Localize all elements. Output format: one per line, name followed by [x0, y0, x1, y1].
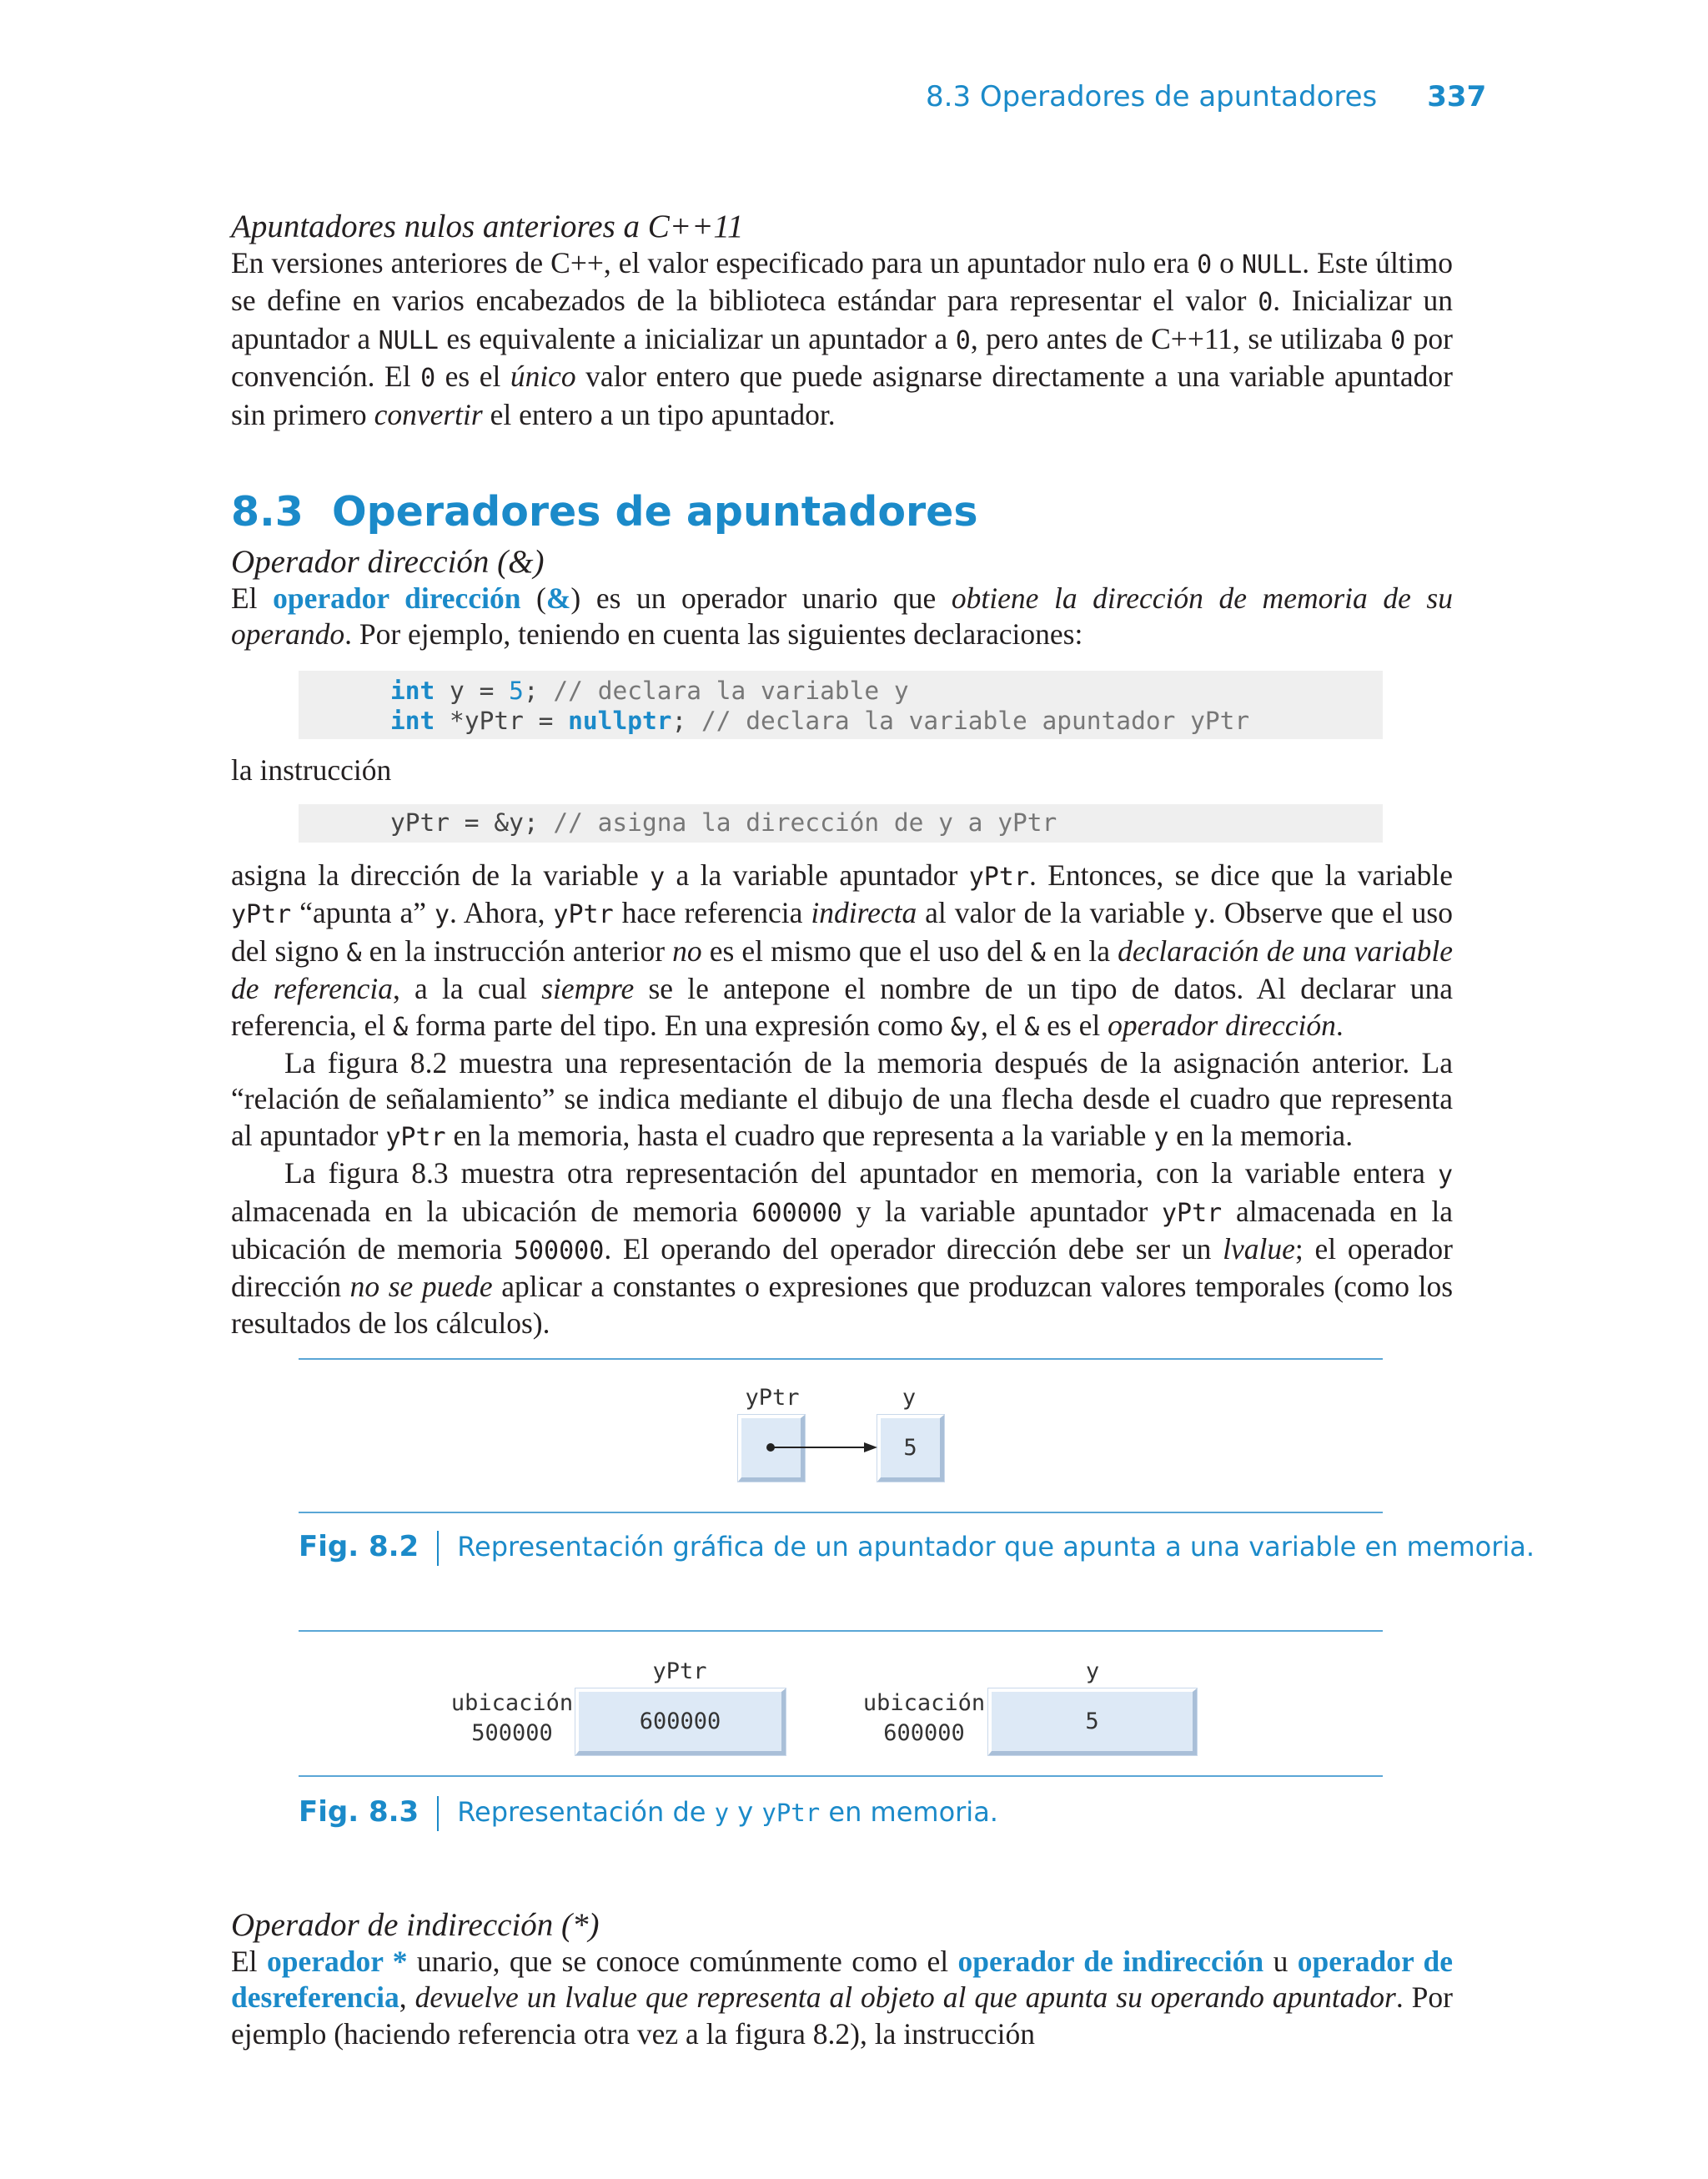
fig83-var-value: 5 [1085, 1708, 1099, 1734]
fig83-pointer-box [575, 1688, 786, 1755]
address-operator-heading: Operador dirección (&) [231, 544, 545, 580]
running-head [926, 80, 1487, 113]
fig82-bottom-rule [299, 1512, 1383, 1513]
code-line-1: int y = 5; // declara la variable y [390, 677, 909, 705]
address-operator-section [231, 544, 1453, 653]
fig83-ptr-label: yPtr [652, 1658, 707, 1684]
fig82-caption-text: Representación gráfica de un apuntador que apunta a una variable en memoria. [457, 1531, 1535, 1563]
fig82-var-value: 5 [903, 1435, 917, 1461]
fig83-loc2 [857, 1688, 991, 1749]
section-title: Operadores de apuntadores [331, 488, 978, 536]
fig83-loc2-addr: 600000 [883, 1720, 965, 1746]
fig83-caption-divider [437, 1796, 439, 1831]
la-instruccion-line [231, 752, 1453, 788]
fig82-variable-box [877, 1415, 944, 1482]
code-line-3: yPtr = &y; // asigna la dirección de y a yPtr [390, 808, 1057, 837]
fig82-arrow [751, 1435, 884, 1460]
running-head-section: 8.3 Operadores de apuntadores [926, 80, 1378, 113]
code-block-assignment [299, 804, 1383, 843]
fig83-caption-label: Fig. 8.3 [299, 1795, 419, 1829]
fig83-var-label: y [1085, 1658, 1100, 1684]
address-operator-paragraph-1: El operador dirección (&) es un operador unario que obtiene la dirección de memoria de su operando. Por ejemplo, teniendo en cuenta las siguientes declaraciones: [231, 581, 1453, 652]
indirection-heading: Operador de indirección (*) [231, 1907, 600, 1943]
fig82-caption-label: Fig. 8.2 [299, 1530, 419, 1563]
address-operator-paragraph-3: La figura 8.2 muestra una representación de la memoria después de la asignación anterior. La “relación de señalamiento” se indica mediante el dibujo de una flecha desde el cuadro que representa al apuntador yPtr en la memoria, hasta el cuadro que representa a la variable y en la memoria. [231, 1046, 1453, 1152]
section-number: 8.3 [231, 488, 304, 536]
address-operator-paragraph-2: asigna la dirección de la variable y a la variable apuntador yPtr. Entonces, se dice que la variable yPtr “apunta a” y. Ahora, yPtr hace referencia indirecta al valor de la variable y. Observe que el uso del signo & en la instrucción anterior no es el mismo que el uso del & en la declaración de una variable de referencia, a la cual siempre se le antepone el nombre de un tipo de datos. Al declarar una referencia, el & forma parte del tipo. En una expresión como &y, el & es el operador dirección. [231, 858, 1453, 1042]
indirection-section [231, 1907, 1453, 2052]
fig83-variable-box [988, 1688, 1197, 1755]
address-operator-paragraph-4: La figura 8.3 muestra otra representación del apuntador en memoria, con la variable entera y almacenada en la ubicación de memoria 600000 y la variable apuntador yPtr almacenada en la ubicación de memoria 500000. El operando del operador dirección debe ser un lvalue; el operador dirección no se puede aplicar a constantes o expresiones que produzcan valores temporales (como los resultados de los cálculos). [231, 1156, 1454, 1340]
fig82-caption-divider [437, 1531, 439, 1566]
fig83-top-rule [299, 1630, 1383, 1632]
fig83-bottom-rule [299, 1775, 1383, 1777]
null-pointers-section [231, 209, 1453, 433]
fig83-loc1-label: ubicación [450, 1690, 574, 1716]
fig82-caption [299, 1530, 1535, 1566]
fig82-top-rule [299, 1358, 1383, 1360]
fig83-loc1 [445, 1688, 579, 1749]
code-block-declarations [299, 671, 1383, 739]
fig83-caption: Fig. 8.3 Representación de y y yPtr en memoria. [299, 1795, 998, 1831]
address-operator-body [231, 858, 1453, 1341]
fig82-var-label: y [902, 1385, 917, 1411]
fig82-ptr-label: yPtr [745, 1385, 800, 1411]
null-pointers-heading: Apuntadores nulos anteriores a C++11 [231, 209, 744, 244]
fig82-arrow-head [864, 1442, 877, 1452]
fig83-loc2-label: ubicación [862, 1690, 986, 1716]
indirection-paragraph: El operador * unario, que se conoce comúnmente como el operador de indirección u operador de desreferencia, devuelve un lvalue que representa al objeto al que apunta su operando apuntador. Por ejemplo (haciendo referencia otra vez a la figura 8.2), la instrucción [231, 1945, 1453, 2051]
fig83-loc1-addr: 500000 [471, 1720, 553, 1746]
fig83-ptr-value: 600000 [639, 1708, 721, 1734]
la-instruccion-text: la instrucción [231, 753, 392, 787]
code-line-2: int *yPtr = nullptr; // declara la variable apuntador yPtr [390, 707, 1250, 735]
null-pointers-paragraph: En versiones anteriores de C++, el valor especificado para un apuntador nulo era 0 o NULL. Este último se define en varios encabezados de la biblioteca estándar para representar el valor 0. Inicializar un apuntador a NULL es equivalente a inicializar un apuntador a 0, pero antes de C++11, se utilizaba 0 por convención. El 0 es el único valor entero que puede asignarse directamente a una variable apuntador sin primero convertir el entero a un tipo apuntador. [231, 246, 1454, 431]
page-number: 337 [1427, 80, 1487, 113]
section-heading [231, 487, 1453, 537]
